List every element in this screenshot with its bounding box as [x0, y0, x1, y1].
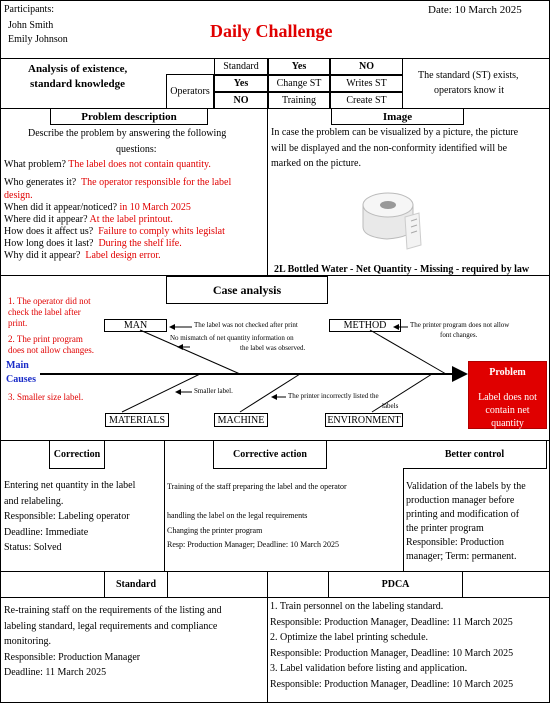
- note-machine-1: The printer incorrectly listed the: [288, 392, 379, 400]
- cause-1-line-3: print.: [8, 318, 28, 328]
- corrective-action-header: Corrective action: [213, 440, 327, 469]
- note-method-1: The printer program does not allow: [410, 321, 510, 329]
- participants-label: Participants:: [4, 4, 54, 15]
- standard-cell: Standard: [214, 58, 268, 75]
- problem-box: [468, 361, 547, 429]
- correction-text: Entering net quantity in the label and relabeling. Responsible: Labeling operator Deadline: Immediate Status: Solved: [4, 480, 136, 553]
- yes2-cell: Yes: [214, 75, 268, 92]
- note-machine-2: labels: [382, 402, 399, 410]
- problem-box-text-1: Label does not: [478, 392, 537, 403]
- man-box: MAN: [104, 319, 167, 332]
- problem-intro-1: Describe the problem by answering the following: [28, 128, 227, 139]
- yes-cell: Yes: [268, 58, 330, 75]
- standard-text: Re-training staff on the requirements of the listing and labeling standard, legal requirements and compliance monitoring. Responsible: Production Manager Deadline: 11 March 2025: [4, 605, 222, 678]
- analysis-summary-1: The standard (ST) exists,: [418, 70, 519, 81]
- create-st-cell: Create ST: [330, 92, 403, 109]
- cause-1-line-2: check the label after: [8, 307, 81, 317]
- main-causes-label-2: Causes: [6, 374, 37, 385]
- note-man-1: The label was not checked after print: [194, 321, 298, 329]
- participant-1: John Smith: [8, 20, 54, 31]
- standard-divider: [267, 571, 268, 703]
- cause-1-line-1: 1. The operator did not: [8, 296, 91, 306]
- label-roll-image: [355, 175, 425, 250]
- qa-row: How does it affect us? Failure to comply whits legislat: [4, 226, 225, 237]
- image-header: Image: [331, 108, 464, 125]
- better-control-header: Better control: [403, 440, 547, 469]
- no-cell: NO: [330, 58, 403, 75]
- pdca-header: PDCA: [328, 571, 463, 598]
- page-title: Daily Challenge: [210, 21, 333, 41]
- problem-description-header: Problem description: [50, 108, 208, 125]
- main-causes-label-1: Main: [6, 360, 29, 371]
- qa-row: What problem? The label does not contain quantity.: [4, 159, 211, 170]
- qa-row: When did it appear/noticed? in 10 March 2025: [4, 202, 191, 213]
- note-materials: Smaller label.: [194, 387, 233, 395]
- analysis-title-1: Analysis of existence,: [28, 63, 128, 75]
- better-control-text: Validation of the labels by the production manager before printing and modification of the printer program Responsible: Production manager; Term: permanent.: [406, 481, 526, 562]
- cause-2-line-1: 2. The print program: [8, 334, 83, 344]
- problem-text: [4, 126, 231, 262]
- case-analysis-header: Case analysis: [166, 276, 328, 304]
- pdca-text: 1. Train personnel on the labeling standard. Responsible: Production Manager, Deadline: 11 March 2025 2. Optimize the label printing schedule. Responsible: Production Manager, Deadline: 10 March 2025 3. Label validation before listing and application. Responsible: Production Manager, Deadline: 10 March 2025: [270, 601, 514, 690]
- cause-3: 3. Smaller size label.: [8, 392, 84, 402]
- qa-row: Why did it appear? Label design error.: [4, 250, 161, 261]
- qa-row: Where did it appear? At the label printout.: [4, 214, 173, 225]
- operators-cell: Operators: [166, 74, 214, 109]
- standard-header-line: [0, 597, 550, 598]
- analysis-summary-2: operators know it: [434, 85, 504, 96]
- qa-row: design.: [4, 190, 33, 201]
- problem-intro-2: questions:: [116, 143, 157, 155]
- actions-bottom-line: [0, 571, 550, 572]
- no2-cell: NO: [214, 92, 268, 109]
- materials-box: MATERIALS: [105, 413, 169, 427]
- analysis-title-2: standard knowledge: [30, 78, 126, 90]
- actions-divider-1: [164, 440, 165, 571]
- environment-box: ENVIRONMENT: [325, 413, 403, 427]
- note-man-2b: the label was observed.: [240, 344, 306, 352]
- image-caption: 2L Bottled Water - Net Quantity - Missing - required by law: [274, 264, 530, 275]
- problem-box-text-3: quantity: [491, 418, 524, 429]
- change-st-cell: Change ST: [268, 75, 330, 92]
- cause-2-line-2: does not allow changes.: [8, 345, 94, 355]
- date-label: Date: 10 March 2025: [428, 4, 522, 16]
- problem-divider: [267, 109, 268, 275]
- note-method-2: font changes.: [440, 331, 478, 339]
- image-text: In case the problem can be visualized by a picture, the picture will be displayed and the non-conformity identified will be marked on the picture.: [271, 127, 519, 169]
- machine-box: MACHINE: [214, 413, 268, 427]
- training-cell: Training: [268, 92, 330, 109]
- participant-2: Emily Johnson: [8, 34, 68, 45]
- note-man-2a: No mismatch of net quantity information on: [170, 334, 294, 342]
- method-box: METHOD: [329, 319, 401, 332]
- qa-row: Who generates it? The operator responsible for the label: [4, 176, 232, 188]
- writes-st-cell: Writes ST: [330, 75, 403, 92]
- problem-box-text-2: contain net: [485, 405, 530, 416]
- correction-header: Correction: [49, 440, 105, 469]
- standard-header: Standard: [104, 571, 168, 598]
- problem-box-title: Problem: [489, 367, 526, 378]
- corrective-text: Training of the staff preparing the label and the operator handling the label on the legal requirements Changing the printer program Resp: Production Manager; Deadline: 10 March 2025: [167, 482, 347, 549]
- qa-row: How long does it last? During the shelf life.: [4, 238, 182, 249]
